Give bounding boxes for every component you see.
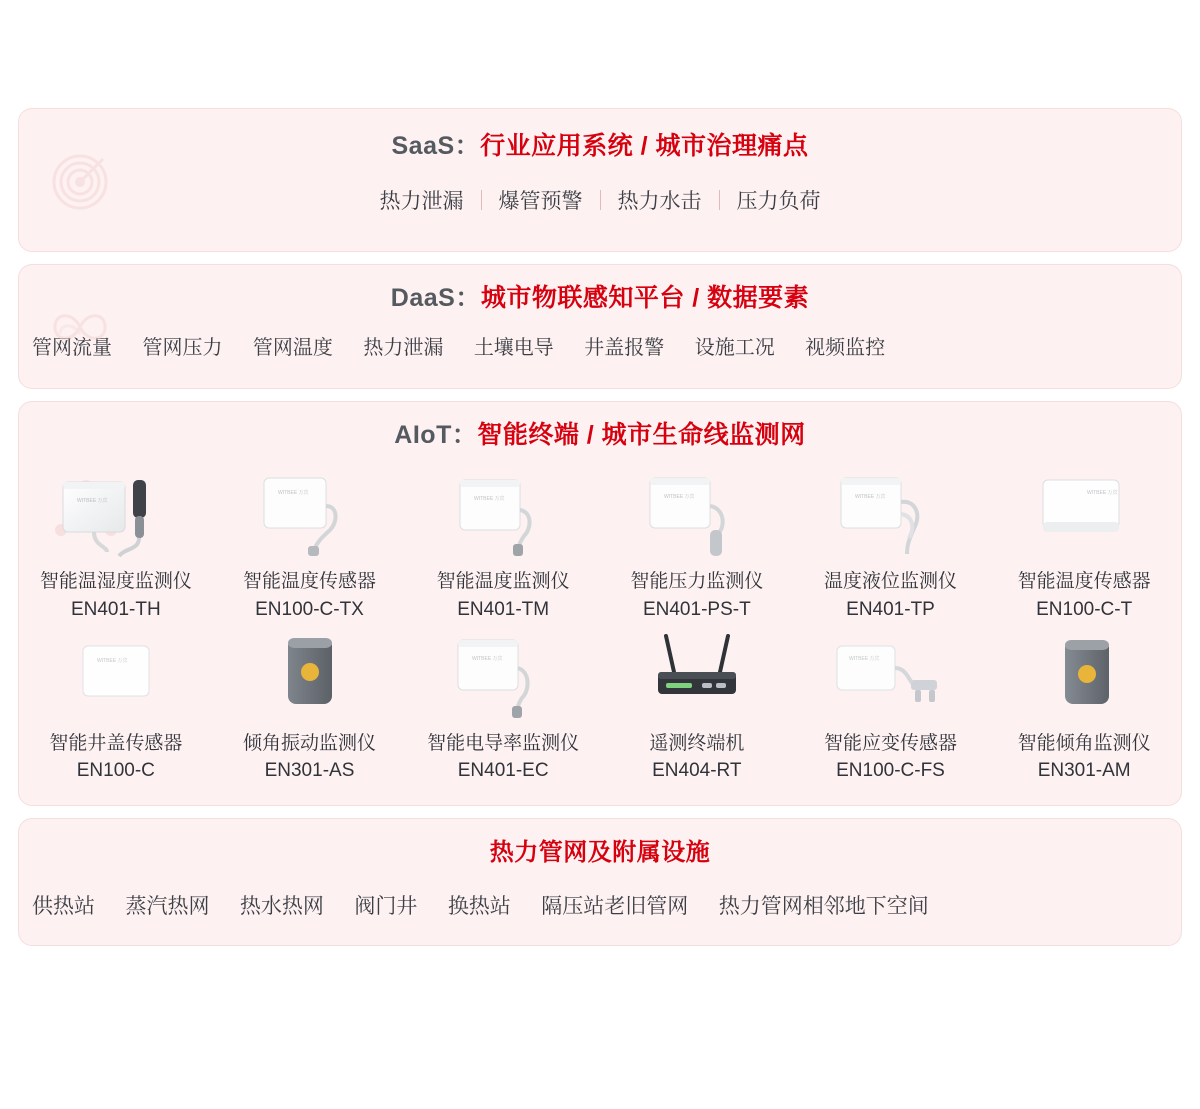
device-card[interactable] (987, 464, 1181, 622)
daas-tag: 设施工况 (694, 337, 775, 359)
pipeline-tag: 热水热网 (239, 894, 324, 918)
saas-tag-row (19, 185, 1181, 215)
svg-text:WITBEE 万宾: WITBEE 万宾 (1087, 490, 1118, 496)
daas-title (19, 283, 1181, 313)
layer-card-saas (18, 108, 1182, 252)
device-image-panel-bracket (810, 626, 970, 722)
daas-tag: 管网温度 (252, 337, 333, 359)
daas-title-prefix: DaaS： (390, 284, 481, 312)
svg-text:WITBEE 万宾: WITBEE 万宾 (663, 494, 695, 500)
daas-tag-row (19, 331, 1181, 360)
device-card[interactable] (987, 626, 1181, 784)
device-model: EN100-C (76, 760, 155, 782)
device-model: EN401-TP (846, 598, 935, 620)
device-model: EN301-AM (1037, 760, 1131, 782)
aiot-title-text: 智能终端 / 城市生命线监测网 (477, 421, 806, 449)
device-model: EN301-AS (264, 760, 355, 782)
device-card[interactable] (600, 464, 794, 622)
device-image-box-cable-sensor (617, 464, 777, 560)
device-card[interactable] (600, 626, 794, 784)
device-model: EN100-C-T (1036, 598, 1133, 620)
device-image-flat-panel (36, 626, 196, 722)
device-image-box-cable (423, 626, 583, 722)
device-grid (19, 464, 1181, 783)
device-name: 智能温度传感器 (1017, 571, 1151, 592)
saas-title (19, 131, 1181, 161)
device-image-box-dual-cable (810, 464, 970, 560)
svg-text:WITBEE 万宾: WITBEE 万宾 (474, 496, 505, 502)
aiot-title (19, 420, 1181, 450)
daas-tag: 管网压力 (142, 337, 223, 359)
device-image-plain-panel (1004, 464, 1164, 560)
saas-tag: 压力负荷 (736, 190, 821, 213)
device-card[interactable] (794, 464, 988, 622)
saas-tag: 热力泄漏 (379, 190, 464, 213)
device-card[interactable] (19, 464, 213, 622)
device-model: EN401-TH (70, 598, 161, 620)
device-image-router-antennas (617, 626, 777, 722)
saas-title-text: 行业应用系统 / 城市治理痛点 (480, 132, 809, 160)
device-image-gray-button-box (229, 626, 389, 722)
device-model: EN401-EC (457, 760, 549, 782)
svg-text:WITBEE 万宾: WITBEE 万宾 (96, 657, 128, 664)
device-model: EN100-C-TX (255, 598, 364, 620)
device-name: 智能压力监测仪 (630, 571, 764, 592)
layer-card-pipeline (18, 818, 1182, 946)
device-image-box-cable (423, 464, 583, 560)
device-card[interactable] (213, 626, 407, 784)
device-model: EN401-PS-T (642, 598, 751, 620)
svg-text:WITBEE 万宾: WITBEE 万宾 (76, 498, 108, 504)
pipeline-title: 热力管网及附属设施 (489, 839, 711, 866)
aiot-title-prefix: AIoT： (394, 421, 478, 449)
device-image-gray-button-box (1004, 626, 1164, 722)
device-image-box-probe (36, 464, 196, 560)
saas-tag: 热力水击 (617, 190, 702, 213)
device-model: EN404-RT (652, 760, 742, 782)
device-name: 智能温度传感器 (242, 571, 376, 592)
device-name: 智能温湿度监测仪 (39, 571, 192, 592)
pipeline-tag: 热力管网相邻地下空间 (718, 894, 929, 918)
saas-tag: 爆管预警 (498, 190, 583, 213)
pipeline-tag: 供热站 (32, 894, 95, 918)
daas-tag: 管网流量 (32, 337, 112, 359)
svg-text:WITBEE 万宾: WITBEE 万宾 (855, 494, 887, 500)
device-name: 倾角振动监测仪 (242, 732, 376, 754)
pipeline-tag: 阀门井 (354, 894, 418, 918)
pipeline-tag: 蒸汽热网 (125, 894, 210, 918)
svg-text:WITBEE 万宾: WITBEE 万宾 (849, 655, 881, 662)
pipeline-tag: 隔压站老旧管网 (541, 894, 689, 918)
pipeline-tag: 换热站 (447, 894, 511, 918)
svg-text:WITBEE 万宾: WITBEE 万宾 (278, 490, 310, 496)
svg-text:WITBEE 万宾: WITBEE 万宾 (472, 655, 503, 662)
device-name: 遥测终端机 (649, 732, 745, 754)
pipeline-tag-row (19, 890, 1181, 920)
device-name: 智能倾角监测仪 (1017, 732, 1151, 754)
daas-tag: 土壤电导 (473, 337, 554, 359)
saas-title-prefix: SaaS： (391, 132, 481, 160)
device-name: 温度液位监测仪 (823, 571, 957, 592)
device-image-panel-cable (229, 464, 389, 560)
device-card[interactable] (794, 626, 988, 784)
device-card[interactable] (406, 464, 600, 622)
daas-tag: 视频监控 (805, 337, 886, 359)
daas-tag: 热力泄漏 (363, 337, 444, 359)
device-name: 智能井盖传感器 (49, 732, 183, 754)
device-card[interactable] (406, 626, 600, 784)
layer-card-daas (18, 264, 1182, 389)
daas-title-text: 城市物联感知平台 / 数据要素 (480, 284, 810, 312)
device-card[interactable] (19, 626, 213, 784)
device-card[interactable] (213, 464, 407, 622)
layer-card-aiot (18, 401, 1182, 806)
device-model: EN401-TM (457, 598, 550, 620)
daas-tag: 井盖报警 (584, 337, 665, 359)
device-model: EN100-C-FS (836, 760, 945, 782)
device-name: 智能应变传感器 (823, 732, 957, 754)
device-name: 智能电导率监测仪 (427, 732, 580, 754)
device-name: 智能温度监测仪 (436, 571, 570, 592)
